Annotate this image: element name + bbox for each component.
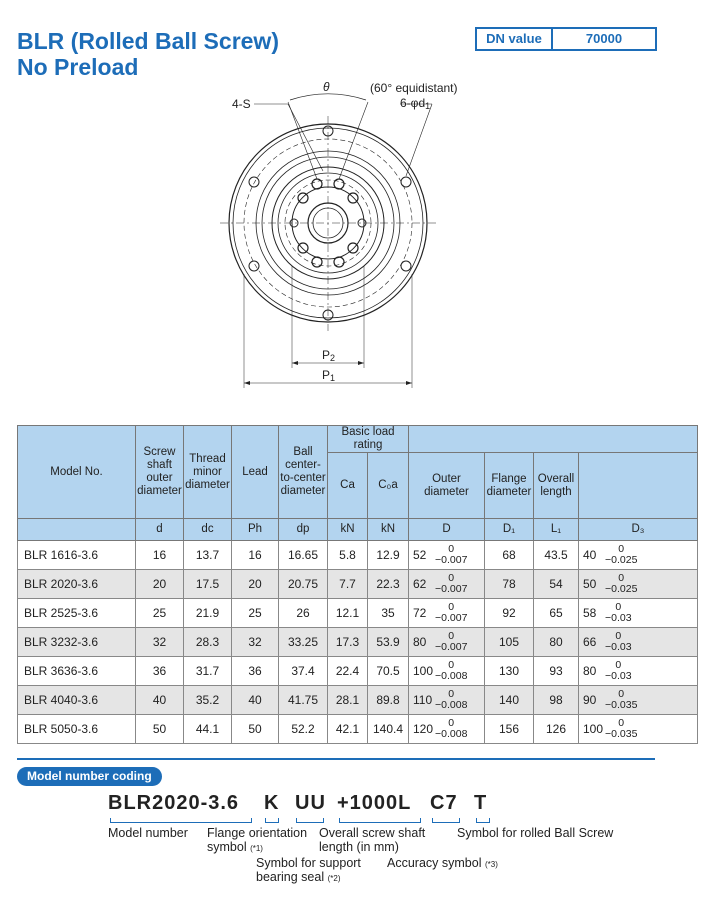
header-ca: Ca <box>328 453 368 519</box>
cell-model: BLR 2525-3.6 <box>18 599 136 628</box>
header-thread-minor: Thread minor diameter <box>184 426 232 519</box>
table-row <box>18 715 698 744</box>
dn-value: 70000 <box>585 31 623 46</box>
cell-d: 52 0 −0.007 <box>409 541 485 570</box>
cell-d: 16 <box>136 541 184 570</box>
cell-ca: 12.1 <box>328 599 368 628</box>
cell-d: 62 0 −0.007 <box>409 570 485 599</box>
code-accuracy: C7 <box>430 792 458 814</box>
header-basic-load: Basic load rating <box>328 426 409 453</box>
cell-c0a: 35 <box>368 599 409 628</box>
cell-d: 80 0 −0.007 <box>409 628 485 657</box>
code-flange: K <box>264 792 280 814</box>
bracket-length <box>339 818 421 823</box>
cell-c0a: 70.5 <box>368 657 409 686</box>
bracket-model <box>110 818 252 823</box>
bracket-accuracy <box>432 818 460 823</box>
cell-dc: 21.9 <box>184 599 232 628</box>
cell-model: BLR 1616-3.6 <box>18 541 136 570</box>
label-flange-orientation: Flange orientation symbol (*1) <box>207 826 308 854</box>
cell-ca: 5.8 <box>328 541 368 570</box>
label-holes: 6-φd1 <box>400 96 431 111</box>
spec-table-body <box>18 541 698 744</box>
table-row <box>18 686 698 715</box>
cell-c0a: 140.4 <box>368 715 409 744</box>
label-model-number: Model number <box>108 826 188 840</box>
header-ball-center: Ball center-to-center diameter <box>279 426 328 519</box>
table-row <box>18 599 698 628</box>
cell-d1: 140 <box>485 686 534 715</box>
cell-d: 40 <box>136 686 184 715</box>
symbol-dp: dp <box>279 519 328 541</box>
cell-d: 72 0 −0.007 <box>409 599 485 628</box>
header-c0a: C₀a <box>368 453 409 519</box>
page-title <box>17 28 279 80</box>
code-length: +1000L <box>337 792 412 814</box>
cell-model: BLR 2020-3.6 <box>18 570 136 599</box>
cell-ca: 42.1 <box>328 715 368 744</box>
cell-d3: 40 0 −0.025 <box>579 541 698 570</box>
cell-dp: 41.75 <box>279 686 328 715</box>
cell-ph: 32 <box>232 628 279 657</box>
cell-l1: 54 <box>534 570 579 599</box>
header-outer-diameter: Outer diameter <box>409 453 485 519</box>
cell-l1: 65 <box>534 599 579 628</box>
symbol-ph: Ph <box>232 519 279 541</box>
title-line-2: No Preload <box>17 54 139 80</box>
title-line-1: BLR (Rolled Ball Screw) <box>17 28 279 54</box>
header-d3-blank <box>579 453 698 519</box>
table-row <box>18 628 698 657</box>
header-blank <box>409 426 698 453</box>
label-accuracy-symbol: Accuracy symbol (*3) <box>387 856 498 870</box>
label-overall-length: Overall screw shaft length (in mm) <box>319 826 426 854</box>
header-lead: Lead <box>232 426 279 519</box>
cell-l1: 43.5 <box>534 541 579 570</box>
cell-d: 110 0 −0.008 <box>409 686 485 715</box>
cell-ph: 20 <box>232 570 279 599</box>
cell-dp: 52.2 <box>279 715 328 744</box>
cell-ph: 40 <box>232 686 279 715</box>
dn-label: DN value <box>477 29 553 49</box>
code-model: BLR2020-3.6 <box>108 792 240 814</box>
cell-dc: 28.3 <box>184 628 232 657</box>
cell-dp: 37.4 <box>279 657 328 686</box>
label-p1: P1 <box>322 368 336 383</box>
cell-ph: 25 <box>232 599 279 628</box>
cell-l1: 98 <box>534 686 579 715</box>
section-divider <box>17 758 655 760</box>
cell-d1: 105 <box>485 628 534 657</box>
label-p2: P2 <box>322 348 336 363</box>
cell-d: 36 <box>136 657 184 686</box>
cell-d3: 50 0 −0.025 <box>579 570 698 599</box>
header-screw-shaft: Screw shaft outer diameter <box>136 426 184 519</box>
cell-ph: 50 <box>232 715 279 744</box>
cell-d1: 92 <box>485 599 534 628</box>
cell-d1: 78 <box>485 570 534 599</box>
code-rolled: T <box>474 792 488 814</box>
header-model: Model No. <box>18 426 136 519</box>
cell-d1: 68 <box>485 541 534 570</box>
cell-model: BLR 3232-3.6 <box>18 628 136 657</box>
cell-dc: 35.2 <box>184 686 232 715</box>
cell-d: 20 <box>136 570 184 599</box>
bracket-seal <box>296 818 324 823</box>
cell-l1: 126 <box>534 715 579 744</box>
label-theta: θ <box>323 80 330 94</box>
cell-d: 32 <box>136 628 184 657</box>
cell-d: 25 <box>136 599 184 628</box>
symbol-ca-unit: kN <box>328 519 368 541</box>
dn-value-box <box>475 27 657 51</box>
spec-table <box>17 425 698 744</box>
cell-model: BLR 3636-3.6 <box>18 657 136 686</box>
table-row <box>18 657 698 686</box>
cell-ca: 28.1 <box>328 686 368 715</box>
symbol-D3: D₃ <box>579 519 698 541</box>
cell-ph: 36 <box>232 657 279 686</box>
cell-d1: 156 <box>485 715 534 744</box>
cell-ca: 17.3 <box>328 628 368 657</box>
coding-section-label: Model number coding <box>17 767 162 786</box>
cell-d3: 80 0 −0.03 <box>579 657 698 686</box>
cell-d3: 90 0 −0.035 <box>579 686 698 715</box>
cell-l1: 93 <box>534 657 579 686</box>
cell-d: 100 0 −0.008 <box>409 657 485 686</box>
cell-dp: 16.65 <box>279 541 328 570</box>
label-seal-symbol: Symbol for support bearing seal (*2) <box>256 856 361 884</box>
cell-dp: 20.75 <box>279 570 328 599</box>
symbol-d: d <box>136 519 184 541</box>
cell-d3: 100 0 −0.035 <box>579 715 698 744</box>
label-4s: 4-S <box>232 97 251 111</box>
cell-dc: 44.1 <box>184 715 232 744</box>
symbol-model <box>18 519 136 541</box>
cell-dc: 17.5 <box>184 570 232 599</box>
cell-dp: 26 <box>279 599 328 628</box>
bracket-flange <box>265 818 279 823</box>
cell-dc: 13.7 <box>184 541 232 570</box>
cell-c0a: 22.3 <box>368 570 409 599</box>
cell-ca: 22.4 <box>328 657 368 686</box>
symbol-D1: D₁ <box>485 519 534 541</box>
cell-d3: 66 0 −0.03 <box>579 628 698 657</box>
cell-l1: 80 <box>534 628 579 657</box>
cell-model: BLR 4040-3.6 <box>18 686 136 715</box>
cell-d: 120 0 −0.008 <box>409 715 485 744</box>
cell-c0a: 53.9 <box>368 628 409 657</box>
header-flange-diameter: Flange diameter <box>485 453 534 519</box>
label-equidistant: (60° equidistant) <box>370 81 458 95</box>
theta-arc <box>290 94 366 100</box>
cell-d3: 58 0 −0.03 <box>579 599 698 628</box>
symbol-D: D <box>409 519 485 541</box>
cell-ph: 16 <box>232 541 279 570</box>
label-rolled-symbol: Symbol for rolled Ball Screw <box>457 826 614 840</box>
cell-model: BLR 5050-3.6 <box>18 715 136 744</box>
bracket-rolled <box>476 818 490 823</box>
symbol-c0a-unit: kN <box>368 519 409 541</box>
cell-dp: 33.25 <box>279 628 328 657</box>
cell-d: 50 <box>136 715 184 744</box>
cell-d1: 130 <box>485 657 534 686</box>
code-seal: UU <box>295 792 326 814</box>
cell-c0a: 89.8 <box>368 686 409 715</box>
cell-dc: 31.7 <box>184 657 232 686</box>
symbol-L1: L₁ <box>534 519 579 541</box>
table-row <box>18 570 698 599</box>
table-row <box>18 541 698 570</box>
symbol-dc: dc <box>184 519 232 541</box>
cell-c0a: 12.9 <box>368 541 409 570</box>
cell-ca: 7.7 <box>328 570 368 599</box>
ball-nut-drawing <box>190 76 480 396</box>
header-overall-length: Overall length <box>534 453 579 519</box>
